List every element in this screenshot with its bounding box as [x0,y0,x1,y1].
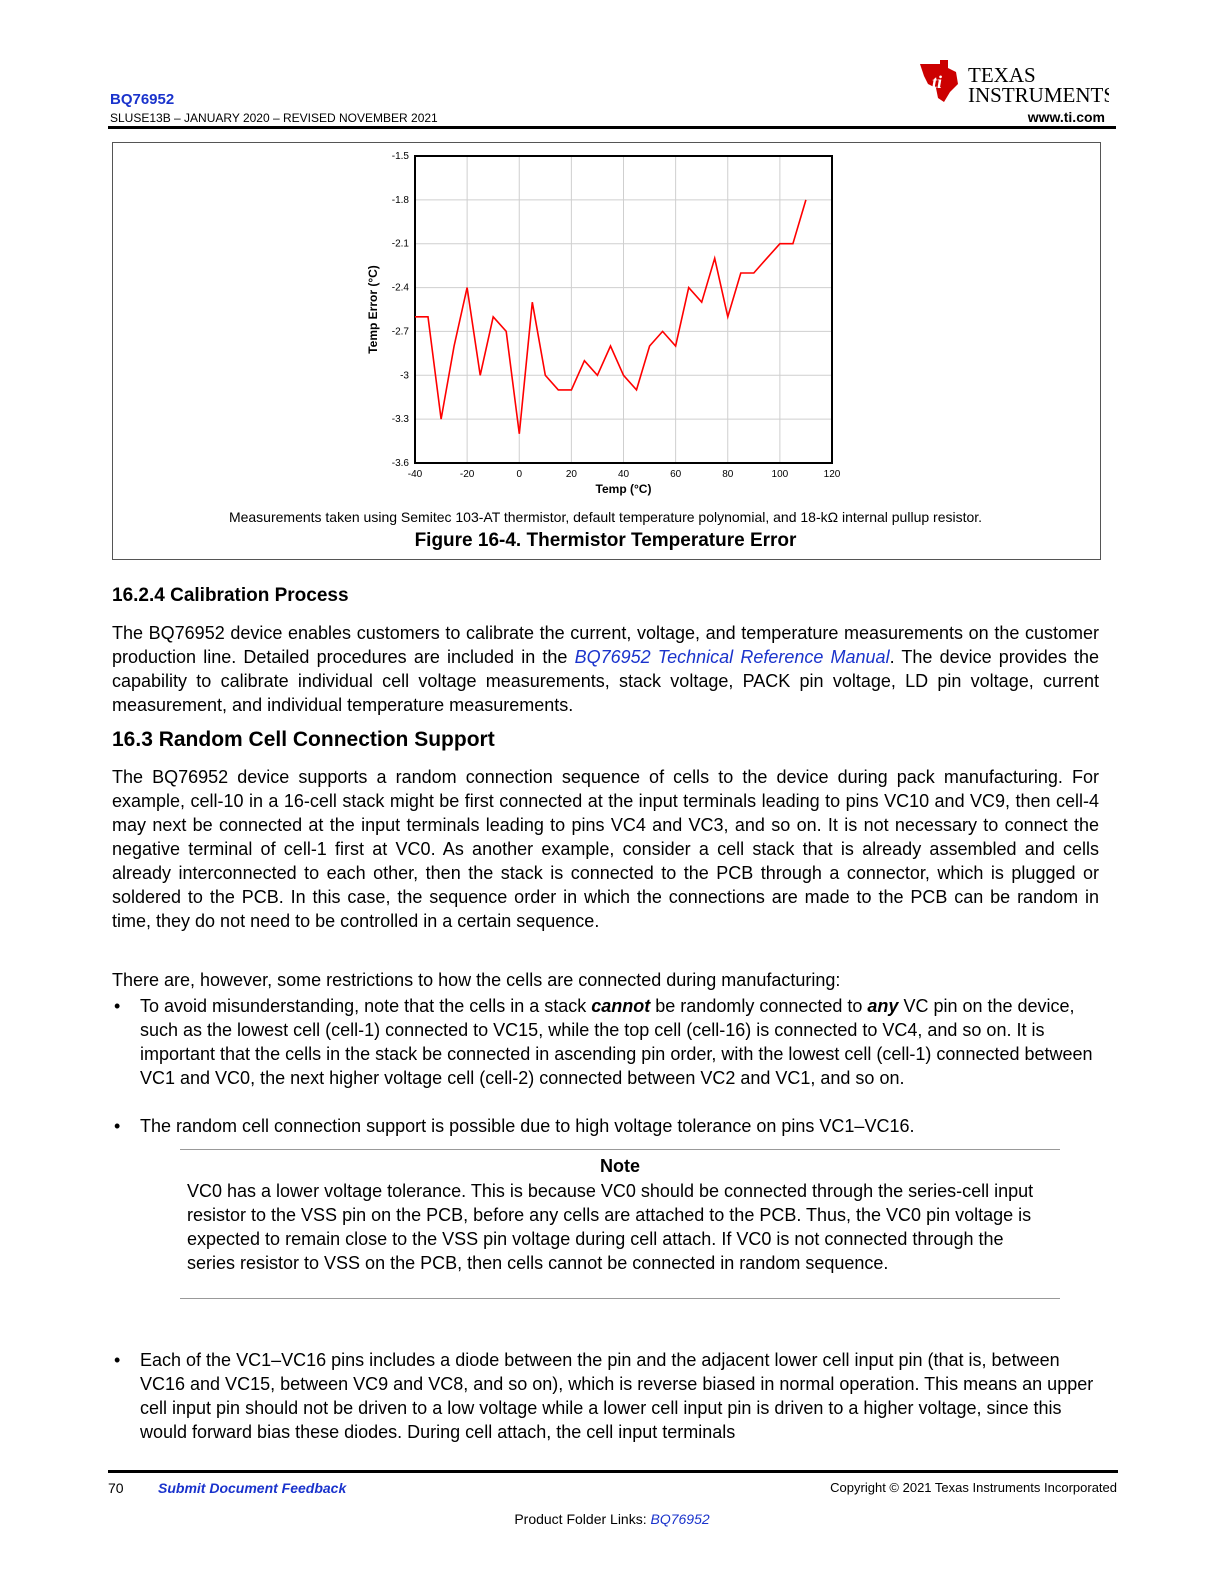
bullet1-emphasis-cannot: cannot [591,996,651,1016]
x-tick-label: -40 [407,469,423,480]
bullet1-text-c: VC pin on the device, such as the lowest cell (cell-1) connected to VC15, while the top cell (cell-16) is connected to VC4, and so on. It is important that the cells in the stack be connected in ascending pin order, with the lowest cell (cell-1) connected between VC1 and VC0, the next higher voltage cell (cell-2) connected between VC2 and VC1, and so on. [140,996,1093,1088]
section-heading-calibration: 16.2.4 Calibration Process [112,585,349,606]
x-tick-label: 60 [670,469,682,480]
bullet-marker: • [114,996,121,1016]
y-tick-label: -1.8 [391,194,409,206]
bullet1-text-a: To avoid misunderstanding, note that the cells in a stack [140,996,592,1016]
x-tick-label: 120 [823,469,841,480]
note-body: VC0 has a lower voltage tolerance. This is because VC0 should be connected through the series-cell input resistor to the VSS pin on the PCB, before any cells are attached to the PCB. Thus, the VC0 pin voltage is expected to remain close to the VSS pin voltage during cell attach. If VC0 is not connected through the series resistor to VSS on the PCB, then cells cannot be connected in random sequence. [187,1181,1034,1273]
note-top-rule [180,1149,1060,1150]
document-revision: SLUSE13B – JANUARY 2020 – REVISED NOVEMBER 2021 [110,111,438,125]
bullet-voltage-tolerance: The random cell connection support is possible due to high voltage tolerance on pins VC1–VC16. [140,1116,915,1136]
logo-line1: TEXAS [968,63,1036,87]
website-link[interactable]: www.ti.com [1027,109,1105,125]
trm-link[interactable]: BQ76952 Technical Reference Manual [574,647,890,667]
restrictions-intro: There are, however, some restrictions to how the cells are connected during manufacturing: [112,970,841,990]
figure-note: Measurements taken using Semitec 103-AT thermistor, default temperature polynomial, and 18-kΩ internal pullup resistor. [228,509,983,525]
x-tick-label: 40 [617,469,630,480]
x-axis-label: Temp (°C) [595,482,652,496]
y-tick-label: -2.7 [391,326,409,338]
document-id-link[interactable]: BQ76952 [110,91,175,108]
header-rule [108,126,1116,129]
page-number: 70 [108,1480,124,1496]
bullet1-text-b: be randomly connected to [650,996,868,1016]
random-cell-paragraph: The BQ76952 device supports a random connection sequence of cells to the device during pack manufacturing. For example, cell-10 in a 16-cell stack might be first connected at the input terminals leading to pins VC10 and VC9, then cell-4 may next be connected at the input terminals leading to pins VC4 and VC3, and so on. It is not necessary to connect the negative terminal of cell-1 first at VC0. As another example, consider a cell stack that is already assembled and cells already interconnected to each other, then the stack is connected to the PCB through a connector, which is plugged or soldered to the PCB. In this case, the sequence order in which the connections are made to the PCB can be random in time, they do not need to be controlled in a certain sequence. [112,767,1099,931]
note-bottom-rule [180,1298,1060,1299]
x-tick-label: 100 [771,469,789,480]
ti-state-logo-icon [914,58,1109,106]
x-tick-label: -20 [459,469,475,480]
temp-error-chart [355,146,855,506]
section-heading-random-cell: 16.3 Random Cell Connection Support [112,728,495,751]
product-folder-link[interactable]: BQ76952 [650,1511,710,1527]
calibration-paragraph [112,621,1099,717]
bullet-diode-note: Each of the VC1–VC16 pins includes a diode between the pin and the adjacent lower cell input pin (that is, between VC16 and VC15, between VC9 and VC8, and so on), which is reverse biased in normal operation. This means an upper cell input pin should not be driven to a low voltage while a lower cell input pin is driven to a higher voltage, since this would forward bias these diodes. During cell attach, the cell input terminals [140,1350,1094,1442]
calibration-text-1: The BQ76952 device enables customers to calibrate the current, voltage, and temperature measurements on the customer production line. Detailed procedures are included in the [112,623,1099,667]
y-tick-label: -3.6 [391,458,409,469]
svg-text:ti: ti [932,72,943,92]
copyright-notice: Copyright © 2021 Texas Instruments Incorporated [830,1480,1117,1495]
bullet-marker: • [114,1116,121,1136]
y-tick-label: -2.1 [391,238,409,250]
x-tick-label: 0 [516,469,523,480]
y-tick-label: -3.3 [391,414,409,426]
product-folder-links [0,1511,1224,1527]
submit-feedback-link[interactable]: Submit Document Feedback [158,1480,347,1496]
logo-line2: INSTRUMENTS [968,83,1109,106]
y-tick-label: -2.4 [391,282,409,294]
temp-error-series-line [415,200,806,434]
calibration-text-2: . The device provides the capability to calibrate individual cell voltage measurements, stack voltage, PACK pin voltage, LD pin voltage, current measurement, and individual temperature measurements. [112,647,1100,715]
y-axis-label: Temp Error (°C) [366,265,380,354]
note-title: Note [600,1156,640,1176]
bullet1-emphasis-any: any [867,996,899,1016]
texas-instruments-logo[interactable] [914,58,1109,106]
x-tick-label: 80 [722,469,734,480]
bullet-ascending-order [140,994,1100,1090]
folder-links-label: Product Folder Links: [514,1511,651,1527]
footer-rule [108,1470,1118,1473]
y-tick-label: -3 [400,370,409,382]
bullet-marker: • [114,1350,121,1370]
y-tick-label: -1.5 [391,151,409,162]
figure-caption: Figure 16-4. Thermistor Temperature Error [414,530,797,551]
x-tick-label: 20 [565,469,577,480]
